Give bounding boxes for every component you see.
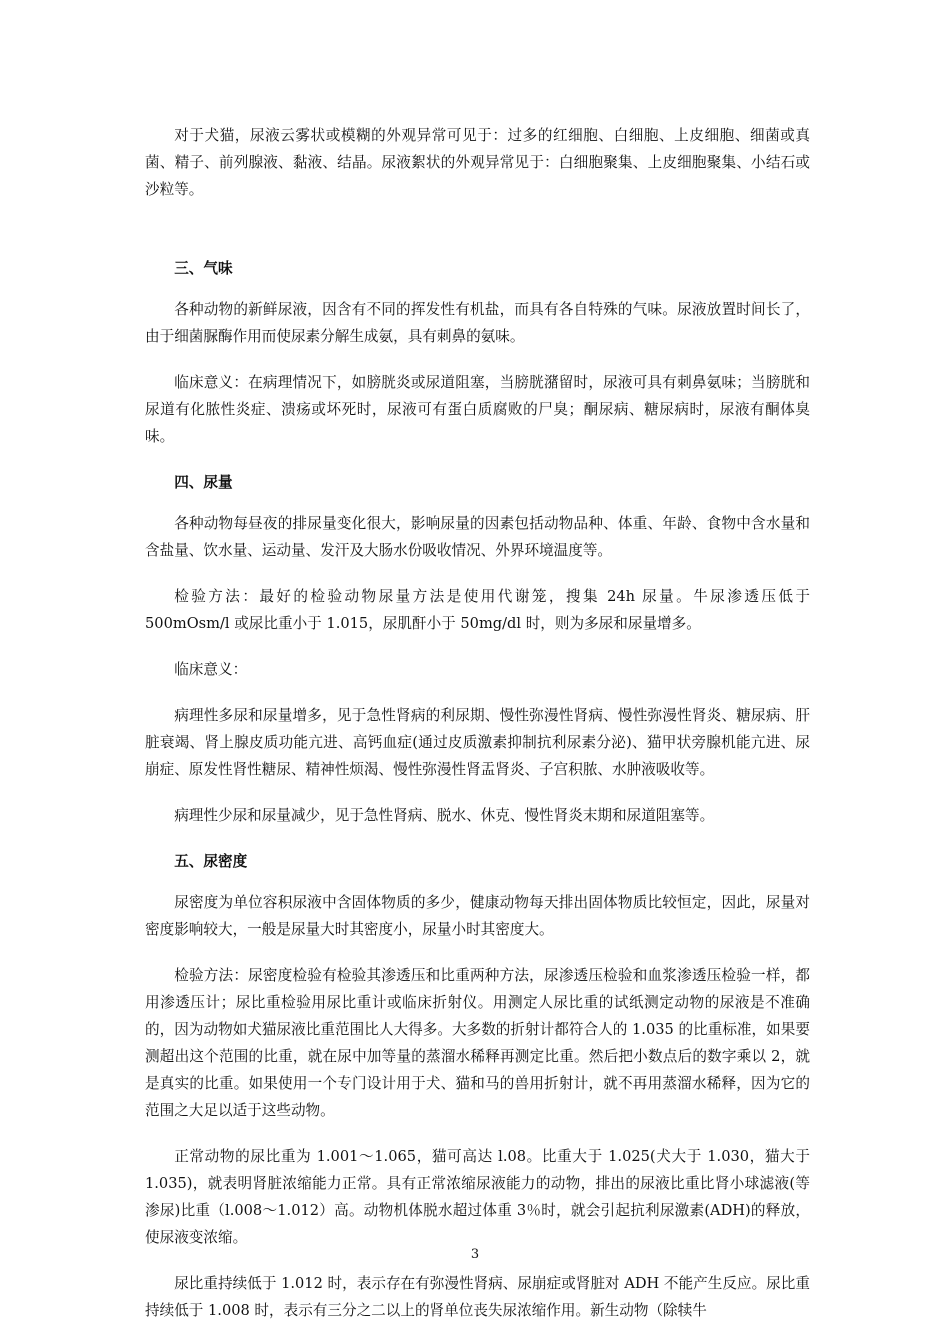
page-number: 3 bbox=[470, 1247, 480, 1262]
paragraph: 临床意义：在病理情况下，如膀胱炎或尿道阻塞，当膀胱潴留时，尿液可具有刺鼻氨味；当膀胱和尿道有化脓性炎症、溃疡或坏死时，尿液可有蛋白质腐败的尸臭；酮尿病、糖尿病时，尿液有酮体臭味。 bbox=[145, 374, 810, 445]
paragraph: 各种动物的新鲜尿液，因含有不同的挥发性有机盐，而具有各自特殊的气味。尿液放置时间长了，由于细菌脲酶作用而使尿素分解生成氨，具有刺鼻的氨味。 bbox=[145, 301, 810, 345]
paragraph: 病理性多尿和尿量增多，见于急性肾病的利尿期、慢性弥漫性肾病、慢性弥漫性肾炎、糖尿病、肝脏衰竭、肾上腺皮质功能亢进、高钙血症(通过皮质激素抑制抗利尿素分泌)、猫甲状旁腺机能亢进、尿崩症、原发性肾性糖尿、精神性烦渴、慢性弥漫性肾盂肾炎、子宫积脓、水肿液吸收等。 bbox=[145, 707, 810, 778]
paragraph: 检验方法：尿密度检验有检验其渗透压和比重两种方法，尿渗透压检验和血浆渗透压检验一样，都用渗透压计；尿比重检验用尿比重计或临床折射仪。用测定人尿比重的试纸测定动物的尿液是不准确的，因为动物如犬猫尿液比重范围比人大得多。大多数的折射计都符合人的 1.035 的比重标准，如果要测超出这个范围的比重，就在尿中加等量的蒸溜水稀释再测定比重。然后把小数点后的数字乘以 2，就是真实的比重。如果使用一个专门设计用于犬、猫和马的兽用折射计，就不再用蒸溜水稀释，因为它的范围之大足以适于这些动物。 bbox=[145, 967, 810, 1119]
paragraph: 检验方法：最好的检验动物尿量方法是使用代谢笼，搜集 24h 尿量。牛尿渗透压低于 500mOsm/l 或尿比重小于 1.015，尿肌酐小于 50mg/dl 时，则为多尿和尿量增多。 bbox=[145, 588, 810, 632]
paragraph: 正常动物的尿比重为 1.001～1.065，猫可高达 l.08。比重大于 1.025(犬大于 1.030，猫大于 1.035)，就表明肾脏浓缩能力正常。具有正常浓缩尿液能力的动物，排出的尿液比重比肾小球滤液(等渗尿)比重（l.008～1.012）高。动物机体脱水超过体重 3％时，就会引起抗利尿激素(ADH)的释放，使尿液变浓缩。 bbox=[145, 1148, 810, 1246]
section-heading-urine-volume: 四、尿量 bbox=[174, 474, 233, 491]
paragraph: 病理性少尿和尿量减少，见于急性肾病、脱水、休克、慢性肾炎末期和尿道阻塞等。 bbox=[174, 807, 715, 824]
paragraph: 对于犬猫，尿液云雾状或模糊的外观异常可见于：过多的红细胞、白细胞、上皮细胞、细菌或真菌、精子、前列腺液、黏液、结晶。尿液絮状的外观异常见于：白细胞聚集、上皮细胞聚集、小结石或沙粒等。 bbox=[145, 127, 810, 198]
paragraph: 临床意义： bbox=[174, 661, 248, 678]
section-heading-urine-density: 五、尿密度 bbox=[174, 853, 248, 870]
page-body bbox=[145, 122, 810, 1343]
paragraph: 各种动物每昼夜的排尿量变化很大，影响尿量的因素包括动物品种、体重、年龄、食物中含水量和含盐量、饮水量、运动量、发汗及大肠水份吸收情况、外界环境温度等。 bbox=[145, 515, 810, 559]
section-heading-smell: 三、气味 bbox=[174, 260, 233, 277]
paragraph: 尿密度为单位容积尿液中含固体物质的多少，健康动物每天排出固体物质比较恒定，因此，尿量对密度影响较大，一般是尿量大时其密度小，尿量小时其密度大。 bbox=[145, 894, 810, 938]
paragraph: 尿比重持续低于 1.012 时，表示存在有弥漫性肾病、尿崩症或肾脏对 ADH 不能产生反应。尿比重持续低于 1.008 时，表示有三分之二以上的肾单位丧失尿浓缩作用。新生动物（除犊牛 bbox=[145, 1275, 810, 1319]
